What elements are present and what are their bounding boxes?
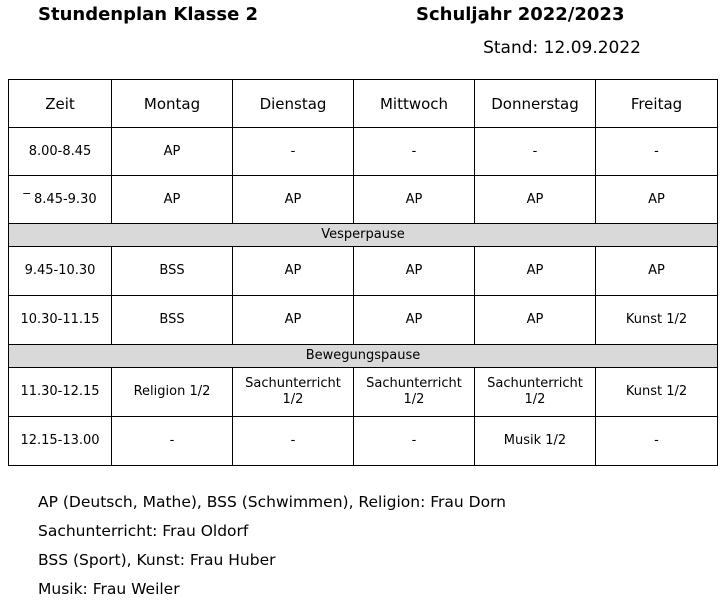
table-cell: AP (354, 247, 475, 296)
table-row (9, 128, 718, 176)
table-cell: Sachunterricht 1/2 (233, 368, 354, 417)
table-cell: Kunst 1/2 (596, 368, 718, 417)
note-line: AP (Deutsch, Mathe), BSS (Schwimmen), Religion: Frau Dorn (38, 493, 506, 511)
table-cell: Sachunterricht 1/2 (475, 368, 596, 417)
table-cell: - (354, 417, 475, 466)
table-cell: AP (354, 296, 475, 345)
table-cell: AP (475, 247, 596, 296)
schoolyear-label: Schuljahr 2022/2023 (416, 4, 625, 25)
table-row (9, 176, 718, 224)
table-cell: BSS (112, 247, 233, 296)
table-cell: AP (233, 296, 354, 345)
table-cell: AP (112, 176, 233, 224)
table-cell: AP (596, 176, 718, 224)
note-line: Musik: Frau Weiler (38, 580, 180, 598)
column-header-montag: Montag (112, 80, 233, 128)
table-cell: AP (475, 176, 596, 224)
page-title: Stundenplan Klasse 2 (38, 4, 259, 25)
table-cell: Musik 1/2 (475, 417, 596, 466)
note-line: BSS (Sport), Kunst: Frau Huber (38, 551, 276, 569)
table-cell: - (475, 128, 596, 176)
column-header-dienstag: Dienstag (233, 80, 354, 128)
table-cell: - (112, 417, 233, 466)
table-cell: - (233, 128, 354, 176)
table-header-row (9, 80, 718, 128)
table-row (9, 417, 718, 466)
pause-row (9, 224, 718, 247)
timetable (8, 79, 718, 466)
table-cell: AP (233, 247, 354, 296)
table-cell: Religion 1/2 (112, 368, 233, 417)
pause-label: Vesperpause (9, 224, 718, 247)
teacher-notes (38, 488, 506, 604)
time-cell: 12.15-13.00 (9, 417, 112, 466)
table-cell: Kunst 1/2 (596, 296, 718, 345)
pause-label: Bewegungspause (9, 345, 718, 368)
table-cell: BSS (112, 296, 233, 345)
time-cell: 10.30-11.15 (9, 296, 112, 345)
column-header-freitag: Freitag (596, 80, 718, 128)
column-header-mittwoch: Mittwoch (354, 80, 475, 128)
pause-row (9, 345, 718, 368)
table-cell: AP (354, 176, 475, 224)
table-cell: - (596, 417, 718, 466)
table-cell: AP (233, 176, 354, 224)
time-cell: 8.00-8.45 (9, 128, 112, 176)
table-row (9, 296, 718, 345)
column-header-zeit: Zeit (9, 80, 112, 128)
column-header-donnerstag: Donnerstag (475, 80, 596, 128)
table-cell: - (596, 128, 718, 176)
table-cell: AP (596, 247, 718, 296)
note-line: Sachunterricht: Frau Oldorf (38, 522, 249, 540)
stand-date: Stand: 12.09.2022 (483, 38, 641, 58)
table-cell: - (233, 417, 354, 466)
table-cell: AP (112, 128, 233, 176)
table-row (9, 247, 718, 296)
time-cell: ‾ 8.45-9.30 (9, 176, 112, 224)
time-cell: 11.30-12.15 (9, 368, 112, 417)
table-row (9, 368, 718, 417)
table-cell: AP (475, 296, 596, 345)
time-cell: 9.45-10.30 (9, 247, 112, 296)
table-cell: Sachunterricht 1/2 (354, 368, 475, 417)
table-cell: - (354, 128, 475, 176)
